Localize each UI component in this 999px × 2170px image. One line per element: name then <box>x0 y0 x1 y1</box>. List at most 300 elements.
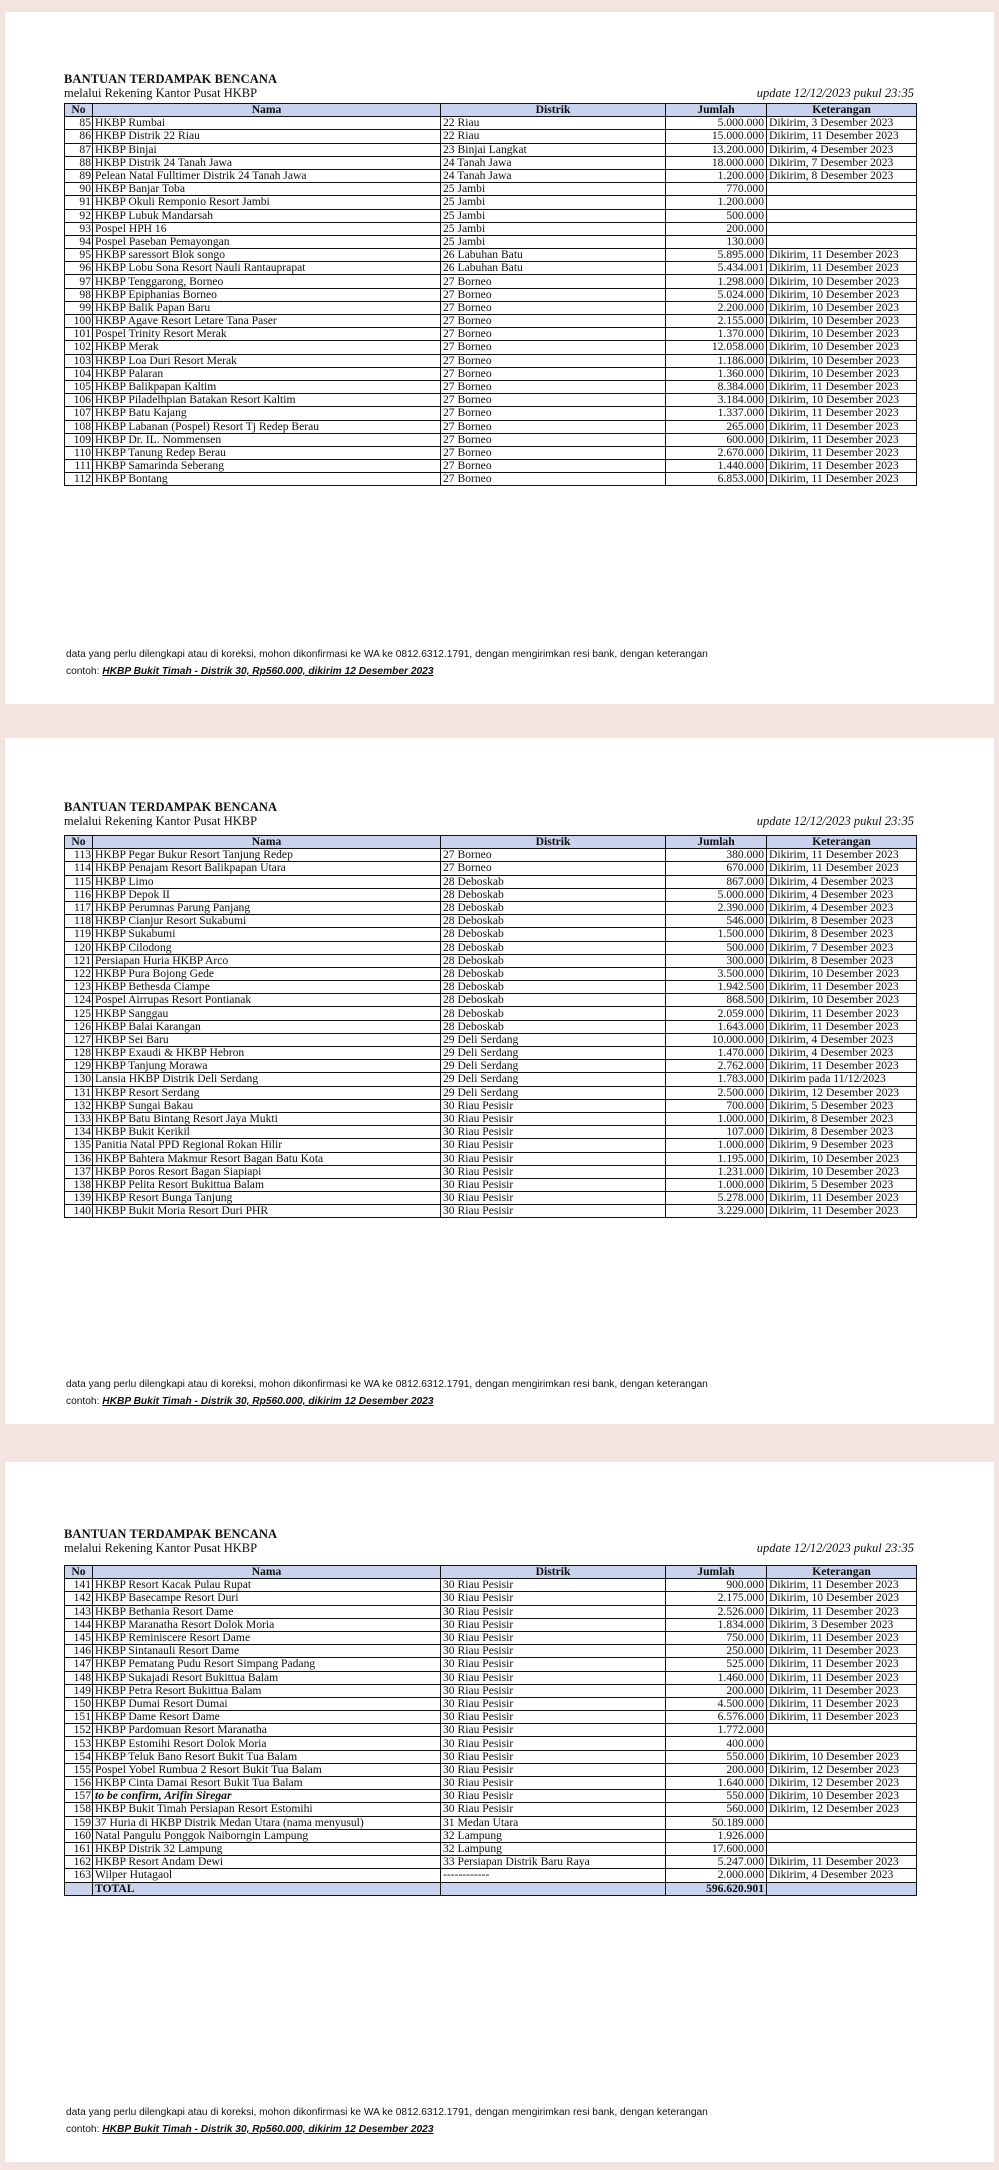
cell-no: 127 <box>65 1033 93 1046</box>
cell-keterangan: Dikirim, 11 Desember 2023 <box>767 473 917 486</box>
cell-distrik: 27 Borneo <box>441 380 666 393</box>
cell-nama: Natal Pangulu Ponggok Naiborngin Lampung <box>93 1829 441 1842</box>
cell-no: 137 <box>65 1165 93 1178</box>
table-row <box>65 875 917 888</box>
cell-jumlah: 130.000 <box>666 235 767 248</box>
table-row <box>65 235 917 248</box>
cell-nama: HKBP Basecampe Resort Duri <box>93 1592 441 1605</box>
table-header-row <box>65 1566 917 1579</box>
cell-jumlah: 1.195.000 <box>666 1152 767 1165</box>
cell-jumlah: 2.200.000 <box>666 301 767 314</box>
cell-nama: HKBP Estomihi Resort Dolok Moria <box>93 1737 441 1750</box>
table-row <box>65 1658 917 1671</box>
cell-no: 96 <box>65 262 93 275</box>
cell-jumlah: 2.059.000 <box>666 1007 767 1020</box>
cell-jumlah: 6.853.000 <box>666 473 767 486</box>
table-row <box>65 1724 917 1737</box>
cell-distrik: 30 Riau Pesisir <box>441 1697 666 1710</box>
table-row <box>65 222 917 235</box>
cell-keterangan <box>767 1737 917 1750</box>
cell-keterangan: Dikirim, 11 Desember 2023 <box>767 1697 917 1710</box>
cell-no: 101 <box>65 328 93 341</box>
cell-keterangan: Dikirim, 4 Desember 2023 <box>767 143 917 156</box>
footer-example-prefix: contoh: <box>66 666 103 677</box>
cell-keterangan: Dikirim, 11 Desember 2023 <box>767 460 917 473</box>
cell-jumlah: 5.024.000 <box>666 288 767 301</box>
cell-keterangan: Dikirim, 4 Desember 2023 <box>767 1869 917 1882</box>
cell-distrik: 27 Borneo <box>441 367 666 380</box>
cell-keterangan: Dikirim, 10 Desember 2023 <box>767 315 917 328</box>
cell-nama: HKBP Lubuk Mandarsah <box>93 209 441 222</box>
cell-jumlah: 17.600.000 <box>666 1842 767 1855</box>
cell-no: 133 <box>65 1112 93 1125</box>
cell-no: 125 <box>65 1007 93 1020</box>
cell-distrik: 27 Borneo <box>441 354 666 367</box>
cell-keterangan: Dikirim, 4 Desember 2023 <box>767 1047 917 1060</box>
cell-no: 155 <box>65 1763 93 1776</box>
cell-jumlah: 1.298.000 <box>666 275 767 288</box>
cell-nama: HKBP Resort Andam Dewi <box>93 1856 441 1869</box>
cell-keterangan: Dikirim, 11 Desember 2023 <box>767 1658 917 1671</box>
cell-distrik: 28 Deboskab <box>441 981 666 994</box>
cell-keterangan: Dikirim, 11 Desember 2023 <box>767 1205 917 1218</box>
cell-jumlah: 5.895.000 <box>666 249 767 262</box>
cell-nama: HKBP Pardomuan Resort Maranatha <box>93 1724 441 1737</box>
cell-no: 114 <box>65 862 93 875</box>
cell-no: 148 <box>65 1671 93 1684</box>
cell-no: 100 <box>65 315 93 328</box>
table-row <box>65 341 917 354</box>
cell-nama: HKBP Dr. IL. Nommensen <box>93 433 441 446</box>
donation-table-1 <box>64 103 917 486</box>
cell-nama: HKBP Bahtera Makmur Resort Bagan Batu Kota <box>93 1152 441 1165</box>
table-row <box>65 169 917 182</box>
cell-nama: HKBP Resort Serdang <box>93 1086 441 1099</box>
cell-nama: HKBP Loa Duri Resort Merak <box>93 354 441 367</box>
cell-no: 141 <box>65 1579 93 1592</box>
cell-jumlah: 1.186.000 <box>666 354 767 367</box>
table-row <box>65 1803 917 1816</box>
cell-keterangan: Dikirim, 5 Desember 2023 <box>767 1178 917 1191</box>
cell-nama: HKBP Dumai Resort Dumai <box>93 1697 441 1710</box>
cell-keterangan: Dikirim, 8 Desember 2023 <box>767 954 917 967</box>
cell-distrik: 28 Deboskab <box>441 875 666 888</box>
cell-no: 99 <box>65 301 93 314</box>
cell-keterangan: Dikirim, 11 Desember 2023 <box>767 1645 917 1658</box>
cell-distrik: 27 Borneo <box>441 433 666 446</box>
table-row <box>65 249 917 262</box>
cell-no: 120 <box>65 941 93 954</box>
total-label: TOTAL <box>93 1882 441 1895</box>
cell-no: 111 <box>65 460 93 473</box>
table-row <box>65 915 917 928</box>
cell-jumlah: 1.783.000 <box>666 1073 767 1086</box>
update-timestamp: update 12/12/2023 pukul 23:35 <box>756 86 914 100</box>
table-row <box>65 1697 917 1710</box>
cell-keterangan <box>767 183 917 196</box>
cell-no: 86 <box>65 130 93 143</box>
cell-distrik: 28 Deboskab <box>441 888 666 901</box>
table-row <box>65 1618 917 1631</box>
report-title: BANTUAN TERDAMPAK BENCANA <box>64 1527 278 1541</box>
cell-distrik: 28 Deboskab <box>441 994 666 1007</box>
footer-example: HKBP Bukit Timah - Distrik 30, Rp560.000, dikirim 12 Desember 2023 <box>102 666 434 677</box>
cell-nama: HKBP Tenggarong, Borneo <box>93 275 441 288</box>
report-subtitle: melalui Rekening Kantor Pusat HKBP <box>64 1541 258 1555</box>
cell-keterangan: Dikirim, 10 Desember 2023 <box>767 275 917 288</box>
cell-nama: HKBP Sei Baru <box>93 1033 441 1046</box>
cell-distrik: 25 Jambi <box>441 235 666 248</box>
cell-distrik: 30 Riau Pesisir <box>441 1631 666 1644</box>
table-header-row <box>65 836 917 849</box>
cell-nama: HKBP Samarinda Seberang <box>93 460 441 473</box>
cell-no: 109 <box>65 433 93 446</box>
cell-nama: HKBP Pura Bojong Gede <box>93 967 441 980</box>
report-subtitle: melalui Rekening Kantor Pusat HKBP <box>64 814 258 828</box>
donation-table-2 <box>64 835 917 1218</box>
table-row <box>65 288 917 301</box>
table-row <box>65 1047 917 1060</box>
cell-jumlah: 1.200.000 <box>666 196 767 209</box>
cell-keterangan: Dikirim, 7 Desember 2023 <box>767 941 917 954</box>
cell-no: 129 <box>65 1060 93 1073</box>
table-row <box>65 901 917 914</box>
cell-distrik: 30 Riau Pesisir <box>441 1763 666 1776</box>
cell-distrik: 23 Binjai Langkat <box>441 143 666 156</box>
cell-jumlah: 1.470.000 <box>666 1047 767 1060</box>
cell-distrik: 27 Borneo <box>441 446 666 459</box>
cell-distrik: 22 Riau <box>441 130 666 143</box>
cell-distrik: 27 Borneo <box>441 328 666 341</box>
cell-keterangan: Dikirim, 8 Desember 2023 <box>767 169 917 182</box>
table-row <box>65 849 917 862</box>
table-row <box>65 967 917 980</box>
table-row <box>65 446 917 459</box>
cell-no: 132 <box>65 1099 93 1112</box>
cell-no: 124 <box>65 994 93 1007</box>
table-row <box>65 473 917 486</box>
cell-nama: HKBP Resort Kacak Pulau Rupat <box>93 1579 441 1592</box>
cell-no: 152 <box>65 1724 93 1737</box>
cell-nama: HKBP Sintanauli Resort Dame <box>93 1645 441 1658</box>
cell-keterangan: Dikirim, 4 Desember 2023 <box>767 901 917 914</box>
cell-nama: HKBP Balai Karangan <box>93 1020 441 1033</box>
cell-distrik: 30 Riau Pesisir <box>441 1658 666 1671</box>
cell-nama: HKBP Cilodong <box>93 941 441 954</box>
cell-no: 91 <box>65 196 93 209</box>
cell-keterangan: Dikirim pada 11/12/2023 <box>767 1073 917 1086</box>
cell-jumlah: 1.370.000 <box>666 328 767 341</box>
cell-nama: HKBP Depok II <box>93 888 441 901</box>
cell-no: 163 <box>65 1869 93 1882</box>
cell-keterangan: Dikirim, 11 Desember 2023 <box>767 1007 917 1020</box>
cell-distrik: 30 Riau Pesisir <box>441 1711 666 1724</box>
cell-distrik: 27 Borneo <box>441 862 666 875</box>
table-row <box>65 994 917 1007</box>
cell-distrik: 28 Deboskab <box>441 928 666 941</box>
table-row <box>65 1763 917 1776</box>
cell-jumlah: 1.337.000 <box>666 407 767 420</box>
cell-nama: HKBP Distrik 22 Riau <box>93 130 441 143</box>
table-row <box>65 1750 917 1763</box>
table-row <box>65 1033 917 1046</box>
report-subtitle: melalui Rekening Kantor Pusat HKBP <box>64 86 258 100</box>
cell-jumlah: 13.200.000 <box>666 143 767 156</box>
column-header-nama: Nama <box>93 836 441 849</box>
cell-no: 153 <box>65 1737 93 1750</box>
cell-keterangan: Dikirim, 11 Desember 2023 <box>767 249 917 262</box>
cell-no: 123 <box>65 981 93 994</box>
cell-nama: HKBP Teluk Bano Resort Bukit Tua Balam <box>93 1750 441 1763</box>
cell-jumlah: 12.058.000 <box>666 341 767 354</box>
cell-keterangan: Dikirim, 12 Desember 2023 <box>767 1086 917 1099</box>
cell-no: 158 <box>65 1803 93 1816</box>
table-row <box>65 275 917 288</box>
cell-jumlah: 50.189.000 <box>666 1816 767 1829</box>
cell-no: 98 <box>65 288 93 301</box>
cell-distrik: 30 Riau Pesisir <box>441 1139 666 1152</box>
cell-distrik: 29 Deli Serdang <box>441 1033 666 1046</box>
cell-keterangan: Dikirim, 11 Desember 2023 <box>767 1684 917 1697</box>
column-header-distrik: Distrik <box>441 104 666 117</box>
cell-jumlah: 670.000 <box>666 862 767 875</box>
cell-no: 93 <box>65 222 93 235</box>
report-title: BANTUAN TERDAMPAK BENCANA <box>64 800 278 814</box>
table-row <box>65 407 917 420</box>
cell-keterangan: Dikirim, 10 Desember 2023 <box>767 1592 917 1605</box>
cell-no: 162 <box>65 1856 93 1869</box>
cell-distrik: 30 Riau Pesisir <box>441 1671 666 1684</box>
cell-jumlah: 1.200.000 <box>666 169 767 182</box>
cell-jumlah: 400.000 <box>666 1737 767 1750</box>
cell-no: 134 <box>65 1126 93 1139</box>
cell-no: 139 <box>65 1192 93 1205</box>
table-row <box>65 209 917 222</box>
cell-distrik: 25 Jambi <box>441 209 666 222</box>
cell-nama: Pospel Trinity Resort Merak <box>93 328 441 341</box>
cell-jumlah: 18.000.000 <box>666 156 767 169</box>
cell-nama: HKBP Labanan (Pospel) Resort Tj Redep Berau <box>93 420 441 433</box>
cell-jumlah: 867.000 <box>666 875 767 888</box>
cell-keterangan <box>767 196 917 209</box>
cell-jumlah: 4.500.000 <box>666 1697 767 1710</box>
cell-no: 97 <box>65 275 93 288</box>
table-row <box>65 460 917 473</box>
cell-jumlah: 700.000 <box>666 1099 767 1112</box>
cell-no: 159 <box>65 1816 93 1829</box>
cell-distrik: 30 Riau Pesisir <box>441 1099 666 1112</box>
table-row <box>65 354 917 367</box>
cell-no: 116 <box>65 888 93 901</box>
cell-no: 117 <box>65 901 93 914</box>
table-row <box>65 1579 917 1592</box>
cell-keterangan: Dikirim, 4 Desember 2023 <box>767 1033 917 1046</box>
cell-no: 142 <box>65 1592 93 1605</box>
table-row <box>65 1777 917 1790</box>
cell-keterangan: Dikirim, 11 Desember 2023 <box>767 1605 917 1618</box>
cell-jumlah: 750.000 <box>666 1631 767 1644</box>
cell-jumlah: 5.247.000 <box>666 1856 767 1869</box>
table-row <box>65 117 917 130</box>
footer-example: HKBP Bukit Timah - Distrik 30, Rp560.000, dikirim 12 Desember 2023 <box>102 1396 434 1407</box>
table-row <box>65 1605 917 1618</box>
cell-distrik: 27 Borneo <box>441 420 666 433</box>
cell-no: 140 <box>65 1205 93 1218</box>
cell-jumlah: 868.500 <box>666 994 767 1007</box>
cell-empty <box>65 1882 93 1895</box>
cell-nama: HKBP Sungai Bakau <box>93 1099 441 1112</box>
cell-jumlah: 525.000 <box>666 1658 767 1671</box>
cell-distrik: 30 Riau Pesisir <box>441 1126 666 1139</box>
cell-nama: HKBP Bukit Moria Resort Duri PHR <box>93 1205 441 1218</box>
cell-nama: HKBP Balik Papan Baru <box>93 301 441 314</box>
cell-keterangan: Dikirim, 11 Desember 2023 <box>767 981 917 994</box>
cell-jumlah: 1.643.000 <box>666 1020 767 1033</box>
cell-jumlah: 3.229.000 <box>666 1205 767 1218</box>
cell-nama: HKBP Merak <box>93 341 441 354</box>
cell-jumlah: 265.000 <box>666 420 767 433</box>
table-row <box>65 1856 917 1869</box>
cell-keterangan: Dikirim, 11 Desember 2023 <box>767 1192 917 1205</box>
cell-distrik: 28 Deboskab <box>441 915 666 928</box>
cell-no: 150 <box>65 1697 93 1710</box>
cell-jumlah: 15.000.000 <box>666 130 767 143</box>
table-row <box>65 981 917 994</box>
cell-distrik: 28 Deboskab <box>441 967 666 980</box>
table-header-row <box>65 104 917 117</box>
column-header-jumlah: Jumlah <box>666 836 767 849</box>
table-row <box>65 130 917 143</box>
cell-keterangan: Dikirim, 8 Desember 2023 <box>767 1112 917 1125</box>
cell-no: 105 <box>65 380 93 393</box>
cell-jumlah: 1.000.000 <box>666 1178 767 1191</box>
cell-jumlah: 2.762.000 <box>666 1060 767 1073</box>
footer-example-prefix: contoh: <box>66 1396 103 1407</box>
cell-nama: HKBP Bukit Timah Persiapan Resort Estomihi <box>93 1803 441 1816</box>
cell-keterangan <box>767 1829 917 1842</box>
cell-distrik: 30 Riau Pesisir <box>441 1592 666 1605</box>
table-row <box>65 196 917 209</box>
cell-distrik: 30 Riau Pesisir <box>441 1178 666 1191</box>
cell-nama: HKBP Batu Bintang Resort Jaya Mukti <box>93 1112 441 1125</box>
cell-nama: HKBP Poros Resort Bagan Siapiapi <box>93 1165 441 1178</box>
cell-no: 112 <box>65 473 93 486</box>
table-row <box>65 1112 917 1125</box>
cell-keterangan: Dikirim, 3 Desember 2023 <box>767 1618 917 1631</box>
cell-nama: Wilper Hutagaol <box>93 1869 441 1882</box>
cell-no: 113 <box>65 849 93 862</box>
cell-keterangan: Dikirim, 11 Desember 2023 <box>767 1711 917 1724</box>
cell-nama: HKBP Pegar Bukur Resort Tanjung Redep <box>93 849 441 862</box>
cell-empty <box>441 1882 666 1895</box>
table-row <box>65 1152 917 1165</box>
cell-keterangan: Dikirim, 8 Desember 2023 <box>767 928 917 941</box>
cell-no: 161 <box>65 1842 93 1855</box>
cell-nama: to be confirm, Arifin Siregar <box>93 1790 441 1803</box>
cell-jumlah: 2.526.000 <box>666 1605 767 1618</box>
cell-nama: HKBP Balikpapan Kaltim <box>93 380 441 393</box>
cell-nama: HKBP Sukajadi Resort Bukittua Balam <box>93 1671 441 1684</box>
cell-nama: HKBP Dame Resort Dame <box>93 1711 441 1724</box>
cell-distrik: 30 Riau Pesisir <box>441 1618 666 1631</box>
table-row <box>65 394 917 407</box>
table-row <box>65 1684 917 1697</box>
table-row <box>65 888 917 901</box>
footer-example-prefix: contoh: <box>66 2124 103 2135</box>
footer-example: HKBP Bukit Timah - Distrik 30, Rp560.000, dikirim 12 Desember 2023 <box>102 2124 434 2135</box>
cell-keterangan: Dikirim, 3 Desember 2023 <box>767 117 917 130</box>
cell-nama: HKBP Petra Resort Bukittua Balam <box>93 1684 441 1697</box>
cell-keterangan: Dikirim, 10 Desember 2023 <box>767 967 917 980</box>
total-row <box>65 1882 917 1895</box>
total-value: 596.620.901 <box>666 1882 767 1895</box>
cell-keterangan: Dikirim, 8 Desember 2023 <box>767 1126 917 1139</box>
cell-nama: Lansia HKBP Distrik Deli Serdang <box>93 1073 441 1086</box>
cell-keterangan: Dikirim, 11 Desember 2023 <box>767 130 917 143</box>
cell-nama: HKBP Bethania Resort Dame <box>93 1605 441 1618</box>
table-row <box>65 1842 917 1855</box>
cell-no: 121 <box>65 954 93 967</box>
cell-nama: Panitia Natal PPD Regional Rokan Hilir <box>93 1139 441 1152</box>
cell-nama: HKBP Sukabumi <box>93 928 441 941</box>
column-header-jumlah: Jumlah <box>666 1566 767 1579</box>
cell-distrik: 30 Riau Pesisir <box>441 1645 666 1658</box>
cell-jumlah: 1.000.000 <box>666 1139 767 1152</box>
cell-jumlah: 200.000 <box>666 222 767 235</box>
cell-no: 85 <box>65 117 93 130</box>
cell-nama: HKBP Bethesda Ciampe <box>93 981 441 994</box>
cell-jumlah: 1.772.000 <box>666 1724 767 1737</box>
cell-nama: 37 Huria di HKBP Distrik Medan Utara (nama menyusul) <box>93 1816 441 1829</box>
table-row <box>65 1139 917 1152</box>
cell-distrik: 30 Riau Pesisir <box>441 1152 666 1165</box>
cell-distrik: 29 Deli Serdang <box>441 1073 666 1086</box>
cell-keterangan <box>767 1724 917 1737</box>
cell-nama: HKBP Piladelhpian Batakan Resort Kaltim <box>93 394 441 407</box>
cell-jumlah: 1.942.500 <box>666 981 767 994</box>
cell-distrik: 27 Borneo <box>441 394 666 407</box>
cell-jumlah: 107.000 <box>666 1126 767 1139</box>
cell-keterangan <box>767 235 917 248</box>
table-row <box>65 1592 917 1605</box>
table-row <box>65 1099 917 1112</box>
footer-note-text: data yang perlu dilengkapi atau di koreksi, mohon dikonfirmasi ke WA ke 0812.6312.1791, dengan mengirimkan resi bank, dengan keterangan <box>66 1379 708 1390</box>
table-row <box>65 301 917 314</box>
report-header-2 <box>64 800 914 828</box>
cell-nama: HKBP Agave Resort Letare Tana Paser <box>93 315 441 328</box>
cell-keterangan: Dikirim, 11 Desember 2023 <box>767 433 917 446</box>
cell-distrik: 27 Borneo <box>441 315 666 328</box>
cell-nama: Pelean Natal Fulltimer Distrik 24 Tanah Jawa <box>93 169 441 182</box>
donation-table-3 <box>64 1565 917 1896</box>
cell-no: 90 <box>65 183 93 196</box>
cell-jumlah: 900.000 <box>666 1579 767 1592</box>
cell-jumlah: 380.000 <box>666 849 767 862</box>
cell-distrik: 24 Tanah Jawa <box>441 156 666 169</box>
cell-no: 157 <box>65 1790 93 1803</box>
cell-distrik: 31 Medan Utara <box>441 1816 666 1829</box>
table-row <box>65 315 917 328</box>
cell-nama: HKBP Okuli Remponio Resort Jambi <box>93 196 441 209</box>
cell-keterangan <box>767 1842 917 1855</box>
cell-distrik: 27 Borneo <box>441 460 666 473</box>
cell-jumlah: 5.000.000 <box>666 117 767 130</box>
update-timestamp: update 12/12/2023 pukul 23:35 <box>756 1541 914 1555</box>
cell-distrik: 30 Riau Pesisir <box>441 1112 666 1125</box>
cell-jumlah: 2.000.000 <box>666 1869 767 1882</box>
cell-no: 154 <box>65 1750 93 1763</box>
cell-distrik: 30 Riau Pesisir <box>441 1803 666 1816</box>
